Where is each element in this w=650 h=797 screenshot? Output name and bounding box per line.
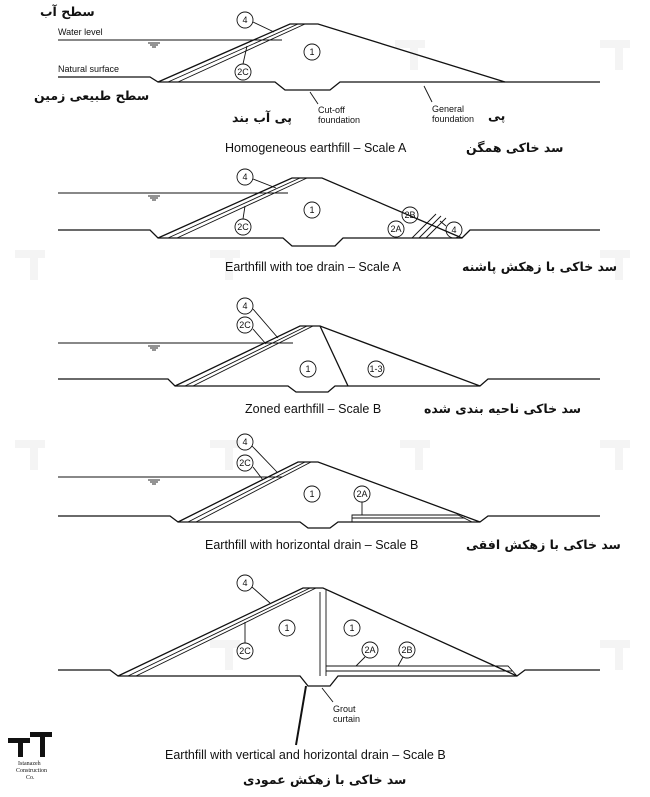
general-foundation-label: General	[432, 104, 465, 114]
dam-outline	[175, 326, 480, 386]
natural-surface-fa-label: سطح طبیعی زمین	[34, 88, 150, 103]
leader-line	[356, 657, 365, 666]
caption-zoned-fa: سد خاکی ناحیه بندی شده	[424, 401, 581, 416]
filter-layer-line	[168, 24, 298, 82]
grout-curtain-label: curtain	[333, 714, 361, 724]
caption-horizontal-drain-fa: سد خاکی با زهکش افقی	[466, 537, 621, 552]
filter-layer-line	[128, 588, 310, 676]
natural-surface-label: Natural surface	[58, 64, 120, 74]
leader-line	[252, 587, 270, 603]
diagram-horizontal-drain	[58, 434, 621, 552]
cutoff-fa-label: پی آب بند	[232, 110, 292, 125]
filter-layer-line	[196, 462, 311, 522]
water-symbol	[148, 43, 160, 47]
zone-label: 2C	[239, 458, 251, 468]
grout-curtain-label: Grout	[333, 704, 356, 714]
zone-label: 1	[309, 489, 315, 499]
filter-layer-line	[168, 178, 300, 238]
caption-vertical-horizontal-drain-fa: سد خاکی با زهکش عمودی	[243, 772, 407, 787]
general-foundation-label: foundation	[432, 114, 475, 124]
leader-line	[252, 446, 277, 472]
horizontal-drain	[352, 515, 472, 522]
logo-text: Construction	[16, 768, 47, 774]
diagram-homogeneous	[34, 4, 600, 155]
leader-line	[322, 688, 333, 702]
dam-outline	[158, 24, 505, 82]
diagram-toe-drain	[58, 169, 617, 274]
cutoff-label: foundation	[318, 115, 361, 125]
filter-layer-line	[185, 326, 307, 386]
zone-label: 4	[242, 301, 248, 311]
leader-line	[243, 206, 245, 219]
zone-label: 1	[309, 47, 315, 57]
water-level-fa-label: سطح آب	[40, 4, 95, 19]
leader-line	[253, 179, 276, 188]
zone-label: 1	[349, 623, 355, 633]
zone-label: 2B	[401, 645, 413, 655]
caption-toe-drain: Earthfill with toe drain – Scale A	[225, 260, 401, 274]
zone-label: 2C	[239, 646, 251, 656]
ground-profile	[58, 230, 600, 246]
zone-label: 4	[242, 437, 248, 447]
zone-label: 2A	[390, 224, 402, 234]
diagram-vertical-horizontal-drain	[58, 575, 600, 787]
water-symbol	[148, 480, 160, 484]
grout-curtain	[296, 686, 306, 745]
zone-label: 4	[242, 578, 248, 588]
ground-profile	[58, 379, 600, 392]
zone-label: 2C	[237, 222, 249, 232]
caption-zoned: Zoned earthfill – Scale B	[245, 402, 382, 416]
dam-outline	[178, 462, 480, 522]
filter-layer-line	[193, 326, 313, 386]
zone-label: 1	[305, 364, 311, 374]
leader-line	[398, 657, 403, 666]
caption-toe-drain-fa: سد خاکی با زهکش پاشنه	[462, 259, 618, 274]
caption-homogeneous-fa: سد خاکی همگن	[466, 140, 564, 155]
ground-profile	[58, 516, 600, 528]
diagram-zoned	[58, 298, 600, 416]
leader-line	[253, 329, 266, 344]
zone-label: 2C	[237, 67, 249, 77]
logo-text: Co.	[26, 775, 35, 781]
zone-label: 4	[451, 225, 457, 235]
zone-label: 2C	[239, 320, 251, 330]
zone-label: 2A	[364, 645, 376, 655]
zone-label: 4	[242, 15, 248, 25]
ground-profile	[58, 670, 600, 686]
leader-line	[253, 22, 274, 32]
dam-outline	[118, 588, 517, 676]
caption-vertical-horizontal-drain: Earthfill with vertical and horizontal drain – Scale B	[165, 748, 446, 762]
cutoff-label: Cut-off	[318, 105, 345, 115]
caption-horizontal-drain: Earthfill with horizontal drain – Scale B	[205, 538, 419, 552]
zone-label: 4	[242, 172, 248, 182]
water-level-label: Water level	[58, 27, 103, 37]
leader-line	[253, 467, 263, 480]
zone-label: 1-3	[369, 364, 383, 374]
watermark	[15, 40, 630, 670]
logo-text: Istanazeh	[18, 761, 41, 767]
zone-label: 2B	[404, 210, 416, 220]
zone-label: 1	[284, 623, 290, 633]
company-logo	[8, 732, 52, 781]
leader-line	[310, 92, 318, 104]
leader-line	[424, 86, 432, 102]
caption-homogeneous: Homogeneous earthfill – Scale A	[225, 141, 407, 155]
water-symbol	[148, 346, 160, 350]
water-symbol	[148, 196, 160, 200]
zone-label: 2A	[356, 489, 368, 499]
zone-label: 1	[309, 205, 315, 215]
general-foundation-fa-label: پی	[488, 108, 506, 123]
